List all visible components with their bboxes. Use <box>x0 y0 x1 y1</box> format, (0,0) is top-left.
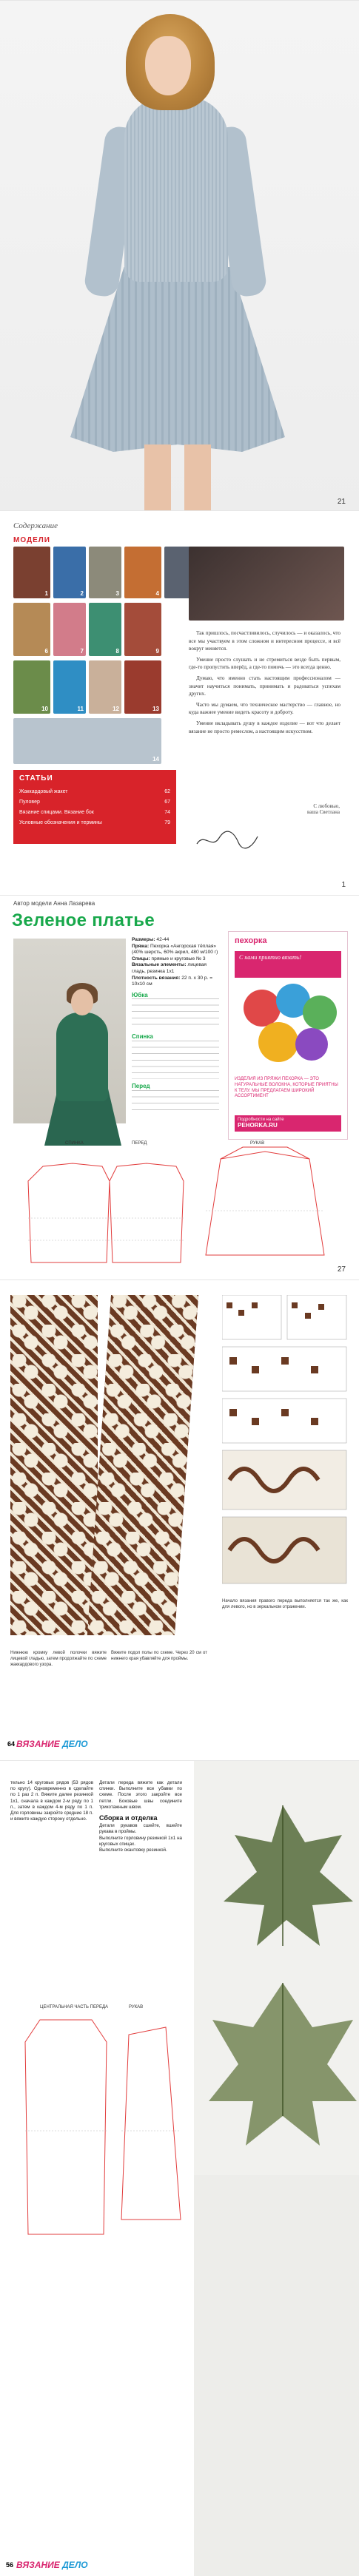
instructions-text: тельно 14 круговых рядов (53 рядов по кругу). Одновременно в сделайте по 1 раз 2 п. Вяжите далее резинкой 1х1, сначала в каждом 2-м ряду по 1 п., затем в каждом 4-м ряду по 1 п. Для горловины закройте средние 18 п. и вяжите каждую сторону отдельно. <box>10 1780 93 1822</box>
thumb-model[interactable]: 8 <box>89 603 121 656</box>
dress-page <box>0 895 359 1279</box>
thumb-model[interactable]: 7 <box>53 603 86 656</box>
svg-text:РУКАВ: РУКАВ <box>250 1141 265 1146</box>
list-item[interactable]: Вязание спицами. Вязание бок 74 <box>19 810 170 815</box>
list-item[interactable]: Условные обозначения и термины 79 <box>19 820 170 825</box>
editorial-text: Так пришлось, посчастливилось, случилось — и оказалось, что все мы участвуем в этом сложном и интересном процессе, и всё вокруг меняется. Умение просто слушать и не стремиться везде быть первым, где-то пропустить вперёд, а где-то помочь — это всегда ценно. Думаю, что именно стать настоящим профессионалом — значит научиться понимать, принимать и радоваться успехам других. Часто мы думаем, что техническое мастерство — главное, но куда важнее умение видеть красоту и доброту. Умение вкладывать душу в каждое изделие — вот что делает вязание не просто ремеслом, а настоящим искусством. <box>189 630 340 734</box>
jacquard-text: Нижнюю кромку левой полочки вяжите лицевой гладью, затем продолжайте по схеме жаккардового узора. <box>10 1651 107 1667</box>
cover-page <box>0 0 359 510</box>
signature-name: С любовью, ваша Светлана <box>307 803 340 815</box>
jacquard-photo <box>10 1295 98 1635</box>
yarn-ball <box>303 995 337 1030</box>
yarn-ball <box>295 1028 328 1061</box>
thumb-model[interactable]: 12 <box>89 660 121 714</box>
svg-text:РУКАВ: РУКАВ <box>129 2005 144 2009</box>
pekhorka-site[interactable]: Подробности на сайте PEHORKA.RU <box>235 1115 341 1132</box>
instructions-page <box>0 1760 359 2576</box>
svg-text:СПИНКА: СПИНКА <box>65 1141 84 1146</box>
editor-photo <box>189 547 344 621</box>
instructions-schematic <box>10 1998 184 2242</box>
instructions-text: Детали переда вяжите как детали спинки. Выполните все убавки по схеме. После этого закройте все петли. Боковые швы соедините трикотажным швом. Сборка и отделка Детали рукавов сшейте, вшейте рукава в проймы. Выполните горловину резинкой 1х1 на круговых спицах. Выполните окантовку резинкой. <box>99 1780 182 1853</box>
yarn-ball <box>258 1022 298 1062</box>
dress-schematic <box>13 1137 346 1267</box>
magazine-logo: ВЯЗАНИЕ ДЕЛО <box>16 2560 88 2570</box>
contents-title: Содержание <box>13 521 58 530</box>
model-legs <box>144 444 211 510</box>
page-number: 1 <box>341 881 346 889</box>
jacquard-page <box>0 1279 359 1760</box>
pekhorka-banner: С нами приятно вязать! <box>235 951 341 978</box>
page-number: 27 <box>337 1265 346 1274</box>
thumb-model[interactable]: 14 <box>13 718 161 764</box>
leaf-photo <box>194 1761 359 2576</box>
thumb-model[interactable]: 9 <box>124 603 161 656</box>
thumb-model[interactable]: 10 <box>13 660 50 714</box>
pekhorka-text: ИЗДЕЛИЯ ИЗ ПРЯЖИ ПЕХОРКА — ЭТО НАТУРАЛЬНЫЕ ВОЛОКНА, КОТОРЫЕ ПРИЯТНЫ К ТЕЛУ. МЫ ПРЕДЛАГАЕМ ШИРОКИЙ АССОРТИМЕНТ <box>235 1077 338 1099</box>
pekhorka-ad[interactable] <box>228 931 348 1140</box>
jacquard-charts <box>222 1295 348 1591</box>
jacquard-text: Начало вязания правого переда выполняется так же, как для левого, но в зеркальном отражении. <box>222 1599 348 1609</box>
dress-photo <box>13 939 126 1123</box>
model-author: Автор модели Анна Лазарева <box>13 900 95 907</box>
articles-heading: СТАТЬИ <box>19 774 53 782</box>
contents-page <box>0 510 359 895</box>
thumb-model[interactable]: 13 <box>124 660 161 714</box>
model-face <box>145 36 191 95</box>
svg-text:ЦЕНТРАЛЬНАЯ ЧАСТЬ ПЕРЕДА: ЦЕНТРАЛЬНАЯ ЧАСТЬ ПЕРЕДА <box>40 2005 109 2009</box>
jacquard-photo <box>87 1295 198 1635</box>
yarn-ball <box>244 990 281 1027</box>
thumb-model[interactable]: 11 <box>53 660 86 714</box>
jacquard-text: Вяжите подол полы по схеме. Через 20 см от нижнего края убавляйте для проймы. <box>111 1651 207 1661</box>
thumb-model[interactable]: 4 <box>124 547 161 598</box>
articles-box <box>13 770 176 844</box>
pattern-info: Размеры: 42-44 Пряжа: Пехорка «Ангорская тёплая» (40% шерсть, 60% акрил, 480 м/100 г) Спицы: прямые и круговые № 3 Вязальные элементы: лицевая гладь, резинка 1х1 Плотность вязания: 22 п. х 30 р. = 10х10 см Юбка Спинка Перед <box>132 937 219 1115</box>
thumb-model[interactable]: 2 <box>53 547 86 598</box>
thumb-model[interactable]: 3 <box>89 547 121 598</box>
magazine-logo: ВЯЗАНИЕ ДЕЛО <box>16 1739 88 1749</box>
thumb-model[interactable]: 1 <box>13 547 50 598</box>
pekhorka-logo: пехорка <box>235 936 267 945</box>
dress-bodice <box>124 97 228 282</box>
page-number: 21 <box>337 498 346 506</box>
handwritten-signature <box>194 829 261 851</box>
list-item[interactable]: Пуловер 67 <box>19 799 170 805</box>
page-number: 56 <box>6 2561 14 2569</box>
model-title: Зеленое платье <box>12 910 155 930</box>
thumb-model[interactable]: 6 <box>13 603 50 656</box>
svg-text:ПЕРЕД: ПЕРЕД <box>132 1141 147 1146</box>
assembly-heading: Сборка и отделка <box>99 1814 158 1822</box>
page-number: 64 <box>7 1740 16 1748</box>
models-heading: МОДЕЛИ <box>13 536 50 544</box>
list-item[interactable]: Жаккардовый жакет 62 <box>19 789 170 794</box>
